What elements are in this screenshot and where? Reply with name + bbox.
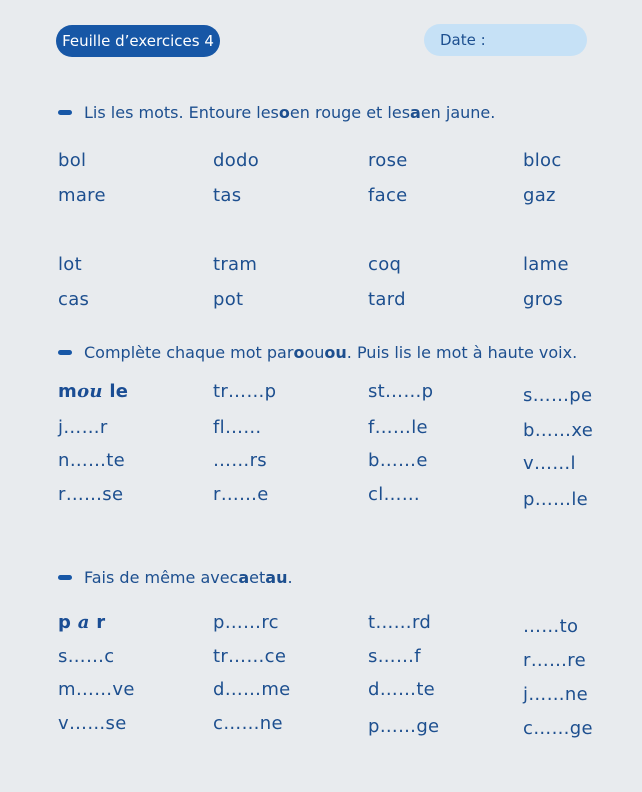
text: ou (304, 343, 325, 362)
cursive-letters: ou (77, 381, 103, 402)
exercise-row (58, 646, 642, 671)
blank-word: fl…… (213, 417, 262, 438)
bold-letter: o (278, 103, 290, 122)
word-row (58, 289, 642, 310)
word: cas (58, 289, 90, 310)
blank-word: p……le (523, 489, 589, 510)
word: tard (368, 289, 406, 310)
blank-word: st……p (368, 381, 434, 402)
blank-word: r……re (523, 650, 586, 671)
worksheet-title: Feuille d’exercices 4 (56, 25, 220, 57)
bold-letter: a (238, 568, 250, 587)
blank-word: c……ne (213, 713, 283, 734)
text: p (58, 612, 78, 633)
text: Complète chaque mot par (84, 343, 294, 362)
blank-word: m……ve (58, 679, 135, 700)
blank-word: f……le (368, 417, 428, 438)
text: . (287, 568, 293, 587)
word: pot (213, 289, 244, 310)
blank-word: ……rs (213, 450, 267, 471)
exercise-row (58, 381, 642, 406)
blank-word: v……se (58, 713, 127, 734)
word-row (58, 185, 642, 206)
exercise-row (58, 484, 642, 510)
text: en rouge et les (289, 103, 411, 122)
blank-word: tr……ce (213, 646, 287, 667)
model-word (58, 381, 213, 406)
blank-word: cl…… (368, 484, 421, 505)
blank-word: t……rd (368, 612, 432, 633)
blank-word: v……l (523, 453, 576, 474)
blank-word: s……c (58, 646, 115, 667)
blank-word: s……pe (523, 385, 593, 406)
text: m (58, 381, 78, 402)
blank-word: p……rc (213, 612, 279, 633)
text: r (89, 612, 106, 633)
blank-word: n……te (58, 450, 126, 471)
word: tas (213, 185, 242, 206)
word: dodo (213, 150, 260, 171)
blank-word: b……e (368, 450, 428, 471)
date-field (424, 24, 587, 56)
blank-word: d……me (213, 679, 291, 700)
word: face (368, 185, 408, 206)
exercise-row (58, 679, 642, 705)
bold-letter: au (265, 568, 288, 587)
blank-word: j……r (58, 417, 108, 438)
bullet-dash-icon (58, 110, 72, 115)
bullet-dash-icon (58, 350, 72, 355)
text: Fais de même avec (84, 568, 239, 587)
bold-letter: o (293, 343, 305, 362)
bold-letter: a (410, 103, 421, 122)
blank-word: p……ge (368, 716, 440, 737)
word: tram (213, 254, 258, 275)
text: Lis les mots. Entoure les (84, 103, 279, 122)
word: bloc (523, 150, 562, 171)
blank-word: d……te (368, 679, 436, 700)
blank-word: ……to (523, 616, 579, 637)
word: rose (368, 150, 408, 171)
blank-word: j……ne (523, 684, 588, 705)
word: lame (523, 254, 569, 275)
blank-word: tr……p (213, 381, 277, 402)
exercise-row (58, 450, 642, 474)
exercise-row (58, 713, 642, 739)
word: lot (58, 254, 82, 275)
word: gaz (523, 185, 556, 206)
instruction-2 (58, 343, 577, 362)
word: gros (523, 289, 564, 310)
blank-word: s……f (368, 646, 421, 667)
text: et (249, 568, 266, 587)
word-row (58, 254, 642, 275)
model-word (58, 612, 213, 637)
blank-word: c……ge (523, 718, 593, 739)
instruction-1 (58, 103, 495, 122)
bullet-dash-icon (58, 575, 72, 580)
word-row (58, 150, 642, 171)
word: coq (368, 254, 402, 275)
instruction-3 (58, 568, 293, 587)
blank-word: r……e (213, 484, 269, 505)
word: mare (58, 185, 106, 206)
word: bol (58, 150, 87, 171)
blank-word: b……xe (523, 420, 594, 441)
date-label: Date : (440, 31, 486, 49)
exercise-row (58, 417, 642, 441)
text: le (102, 381, 129, 402)
blank-word: r……se (58, 484, 124, 505)
bold-letter: ou (324, 343, 347, 362)
text: . Puis lis le mot à haute voix. (346, 343, 578, 362)
cursive-letters: a (77, 612, 90, 633)
exercise-row (58, 612, 642, 637)
text: en jaune. (420, 103, 496, 122)
